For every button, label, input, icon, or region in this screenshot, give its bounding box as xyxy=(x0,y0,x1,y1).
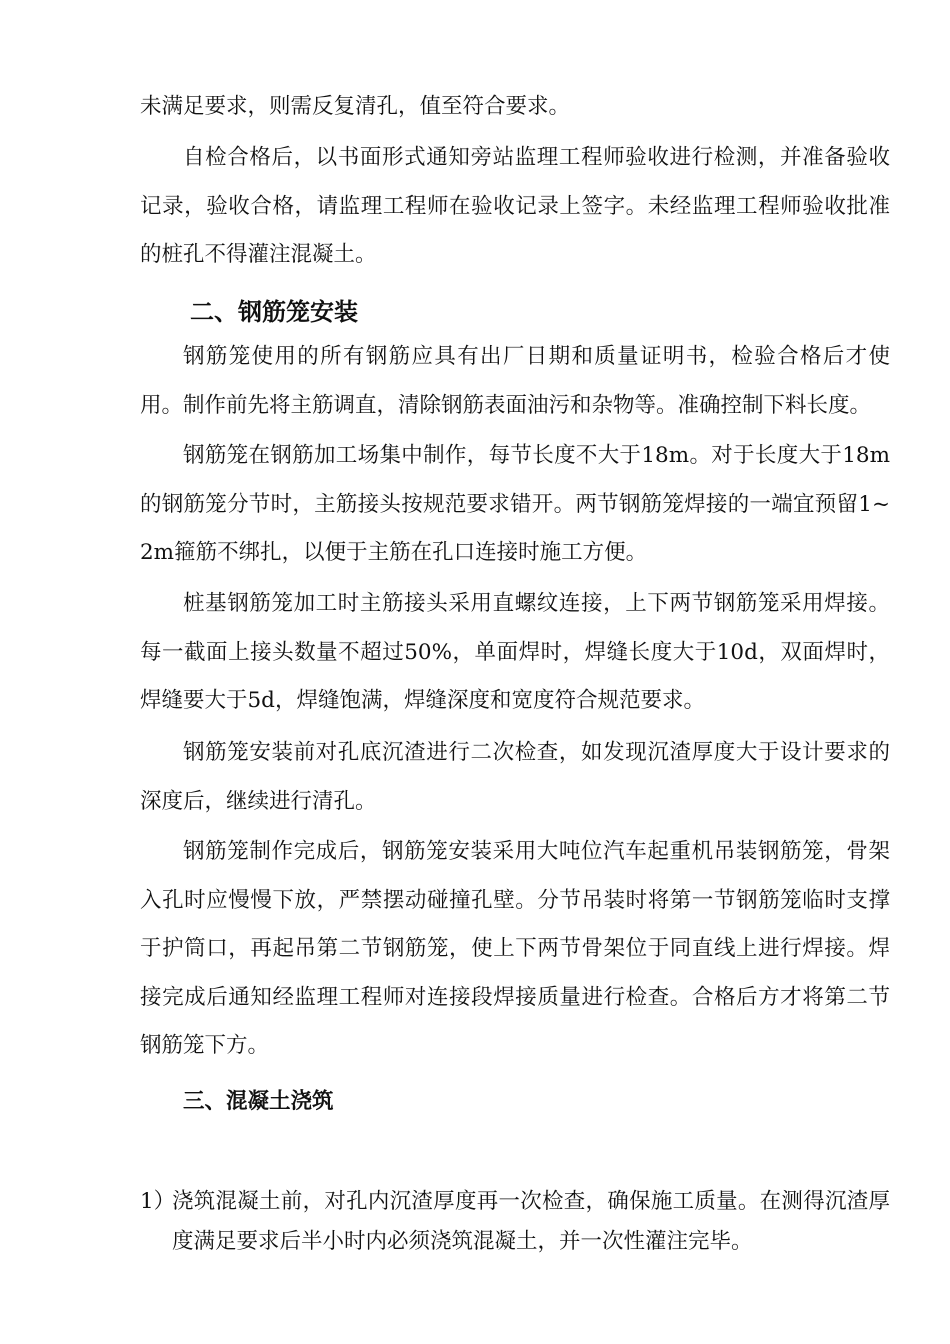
paragraph-continuation: 未满足要求，则需反复清孔，值至符合要求。 xyxy=(140,94,571,119)
list-item-text: 浇筑混凝土前，对孔内沉渣厚度再一次检查，确保施工质量。在测得沉渣厚度满足要求后半小时内必须浇筑混凝土，并一次性灌注完毕。 xyxy=(172,1189,890,1254)
list-item-number: 1） xyxy=(140,1189,176,1214)
paragraph-inspection: 自检合格后，以书面形式通知旁站监理工程师验收进行检测，并准备验收记录，验收合格，请监理工程师在验收记录上签字。未经监理工程师验收批准的桩孔不得灌注混凝土。 xyxy=(140,145,890,267)
paragraph-cage-installation: 钢筋笼制作完成后，钢筋笼安装采用大吨位汽车起重机吊装钢筋笼，骨架入孔时应慢慢下放，严禁摆动碰撞孔壁。分节吊装时将第一节钢筋笼临时支撑于护筒口，再起吊第二节钢筋笼，使上下两节骨架位于同直线上进行焊接。焊接完成后通知经监理工程师对连接段焊接质量进行检查。合格后方才将第二节钢筋笼下方。 xyxy=(140,839,890,1058)
section-heading-rebar-cage: 二、钢筋笼安装 xyxy=(190,298,358,326)
list-item xyxy=(140,1182,890,1262)
paragraph-rebar-joints: 桩基钢筋笼加工时主筋接头采用直螺纹连接，上下两节钢筋笼采用焊接。每一截面上接头数量不超过50%，单面焊时，焊缝长度大于10d，双面焊时，焊缝要大于5d，焊缝饱满，焊缝深度和宽度符合规范要求。 xyxy=(140,591,890,713)
paragraph-rebar-fabrication: 钢筋笼在钢筋加工场集中制作，每节长度不大于18m。对于长度大于18m的钢筋笼分节时，主筋接头按规范要求错开。两节钢筋笼焊接的一端宜预留1~2m箍筋不绑扎，以便于主筋在孔口连接时施工方便。 xyxy=(140,443,890,565)
paragraph-sediment-check: 钢筋笼安装前对孔底沉渣进行二次检查，如发现沉渣厚度大于设计要求的深度后，继续进行清孔。 xyxy=(140,740,890,814)
section-heading-concrete-pouring: 三、混凝土浇筑 xyxy=(183,1089,334,1114)
paragraph-rebar-materials: 钢筋笼使用的所有钢筋应具有出厂日期和质量证明书，检验合格后才使用。制作前先将主筋调直，清除钢筋表面油污和杂物等。准确控制下料长度。 xyxy=(140,344,890,418)
